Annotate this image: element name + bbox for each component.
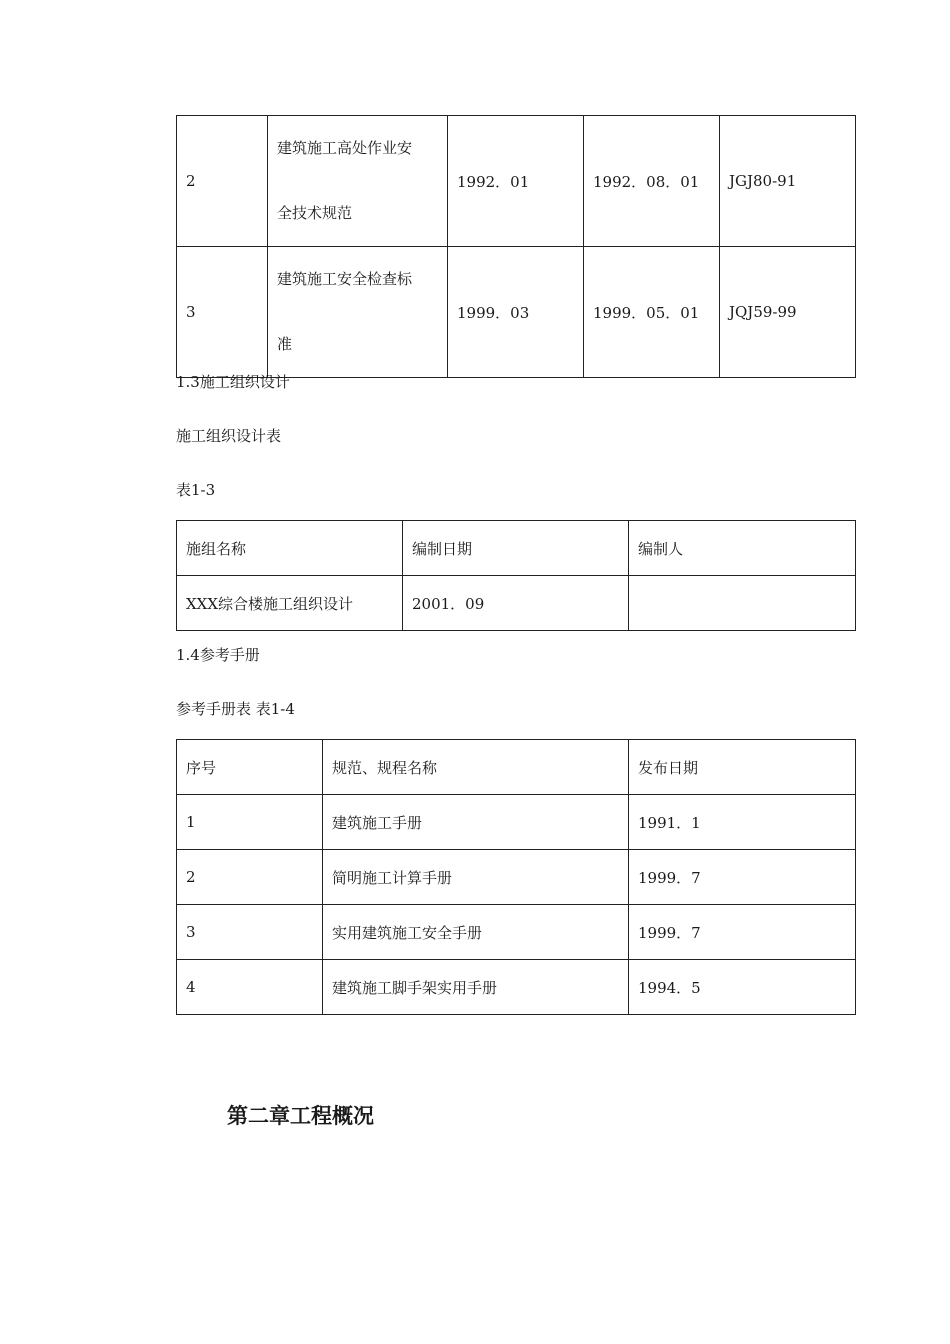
table-header-row <box>177 521 856 576</box>
header-cell: 发布日期 <box>629 740 856 795</box>
standard-name-line2: 准 <box>277 335 293 353</box>
effective-date: 1999．05．01 <box>584 247 720 378</box>
table-row <box>177 247 856 378</box>
table-cell: XXX综合楼施工组织设计 <box>177 576 403 631</box>
header-cell: 编制日期 <box>403 521 629 576</box>
table-row <box>177 960 856 1015</box>
header-cell: 施组名称 <box>177 521 403 576</box>
issue-date: 1999．03 <box>448 247 584 378</box>
table-row <box>177 795 856 850</box>
issue-date: 1992．01 <box>448 116 584 247</box>
row-no: 2 <box>177 116 268 247</box>
table-cell: 1991．1 <box>629 795 856 850</box>
standard-name <box>268 247 448 378</box>
table-cell: 2 <box>177 850 323 905</box>
section-heading-1-4: 1.4参考手册 <box>176 646 260 664</box>
section-heading-1-3: 1.3施工组织设计 <box>176 373 290 391</box>
standard-name-line1: 建筑施工安全检查标 <box>277 270 413 288</box>
table-cell: 实用建筑施工安全手册 <box>323 905 629 960</box>
standard-name <box>268 116 448 247</box>
table-row <box>177 905 856 960</box>
table-caption-1-3: 施工组织设计表 <box>176 427 282 445</box>
table-header-row <box>177 740 856 795</box>
table-cell: 建筑施工手册 <box>323 795 629 850</box>
table-cell: 建筑施工脚手架实用手册 <box>323 960 629 1015</box>
table-row <box>177 116 856 247</box>
table-cell <box>629 576 856 631</box>
table-cell: 1999．7 <box>629 905 856 960</box>
table-cell: 4 <box>177 960 323 1015</box>
construction-design-table <box>176 520 856 631</box>
table-cell: 3 <box>177 905 323 960</box>
table-cell: 简明施工计算手册 <box>323 850 629 905</box>
table-row <box>177 576 856 631</box>
table-label-1-3: 表1-3 <box>176 481 216 499</box>
reference-manual-table <box>176 739 856 1015</box>
standards-table <box>176 115 856 378</box>
effective-date: 1992．08．01 <box>584 116 720 247</box>
chapter-title: 第二章工程概况 <box>227 1104 374 1128</box>
table-caption-1-4: 参考手册表 表1-4 <box>176 700 295 718</box>
table-cell: 1999．7 <box>629 850 856 905</box>
table-cell: 2001．09 <box>403 576 629 631</box>
standard-code: JQJ59-99 <box>720 247 856 378</box>
standard-code: JGJ80-91 <box>720 116 856 247</box>
standard-name-line1: 建筑施工高处作业安 <box>277 139 413 157</box>
table-cell: 1 <box>177 795 323 850</box>
standard-name-line2: 全技术规范 <box>277 204 353 222</box>
table-row <box>177 850 856 905</box>
header-cell: 编制人 <box>629 521 856 576</box>
header-cell: 规范、规程名称 <box>323 740 629 795</box>
header-cell: 序号 <box>177 740 323 795</box>
row-no: 3 <box>177 247 268 378</box>
table-cell: 1994．5 <box>629 960 856 1015</box>
